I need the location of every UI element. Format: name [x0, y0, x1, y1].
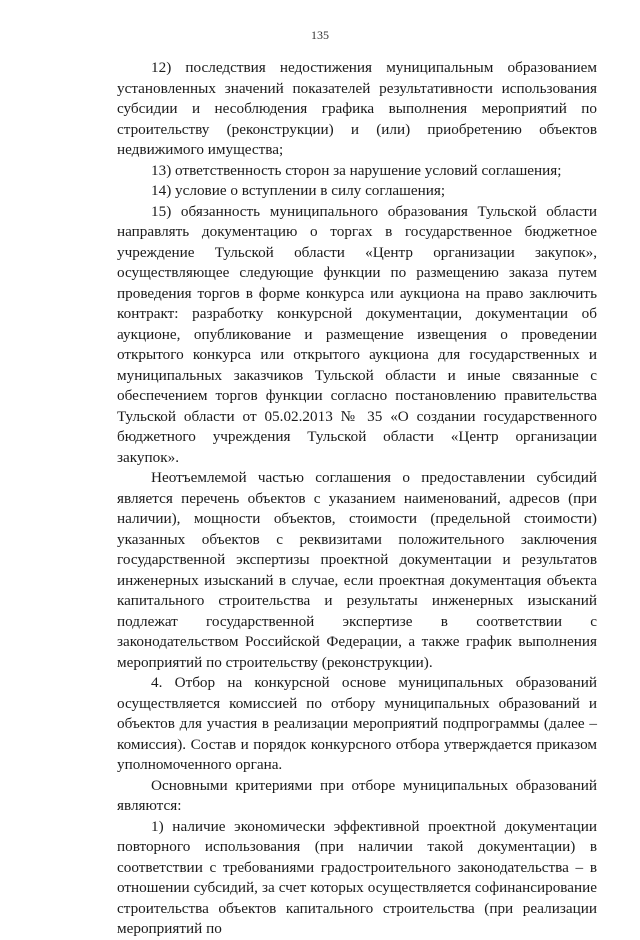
paragraph: Неотъемлемой частью соглашения о предоставлении субсидий является перечень объектов с указанием наименований, адресов (при наличии), мощности объектов, стоимости (предельной стоимости) указанных объектов с реквизитами положительного заключения государственной экспертизы проектной документации и результатов инженерных изысканий в случае, если проектная документация объекта капитального строительства и результаты инженерных изысканий подлежат государственной экспертизе в соответствии с законодательством Российской Федерации, а также график выполнения мероприятий по строительству (реконструкции). [117, 469, 597, 671]
paragraph: Основными критериями при отборе муниципальных образований являются: [117, 776, 597, 814]
document-body [117, 58, 597, 940]
paragraph: 12) последствия недостижения муниципальным образованием установленных значений показателей результативности использования субсидии и несоблюдения графика выполнения мероприятий по строительству (реконструкции) и (или) приобретению объектов недвижимого имущества; [117, 59, 597, 158]
page-number: 135 [311, 28, 329, 42]
paragraph: 4. Отбор на конкурсной основе муниципальных образований осуществляется комиссией по отбору муниципальных образований и объектов для участия в реализации мероприятий подпрограммы (далее – комиссия). Состав и порядок конкурсного отбора утверждается приказом уполномоченного органа. [117, 674, 597, 773]
paragraph: 15) обязанность муниципального образования Тульской области направлять документацию о торгах в государственное бюджетное учреждение Тульской области «Центр организации закупок», осуществляющее следующие функции по размещению заказа путем проведения торгов в форме конкурса или аукциона на право заключить контракт: разработку конкурсной документации, документации об аукционе, опубликование и размещение извещения о проведении открытого конкурса или открытого аукциона для государственных и муниципальных заказчиков Тульской области и иные связанные с обеспечением торгов функции согласно постановлению правительства Тульской области от 05.02.2013 № 35 «О создании государственного бюджетного учреждения Тульской области «Центр организации закупок». [117, 202, 597, 466]
paragraph: 13) ответственность сторон за нарушение условий соглашения; [151, 161, 562, 179]
paragraph: 14) условие о вступлении в силу соглашения; [151, 182, 446, 199]
paragraph: 1) наличие экономически эффективной проектной документации повторного использования (при наличии такой документации) в соответствии с требованиями градостроительного законодательства – в отношении субсидий, за счет которых осуществляется софинансирование строительства объектов капитального строительства (при реализации мероприятий по [117, 817, 597, 937]
